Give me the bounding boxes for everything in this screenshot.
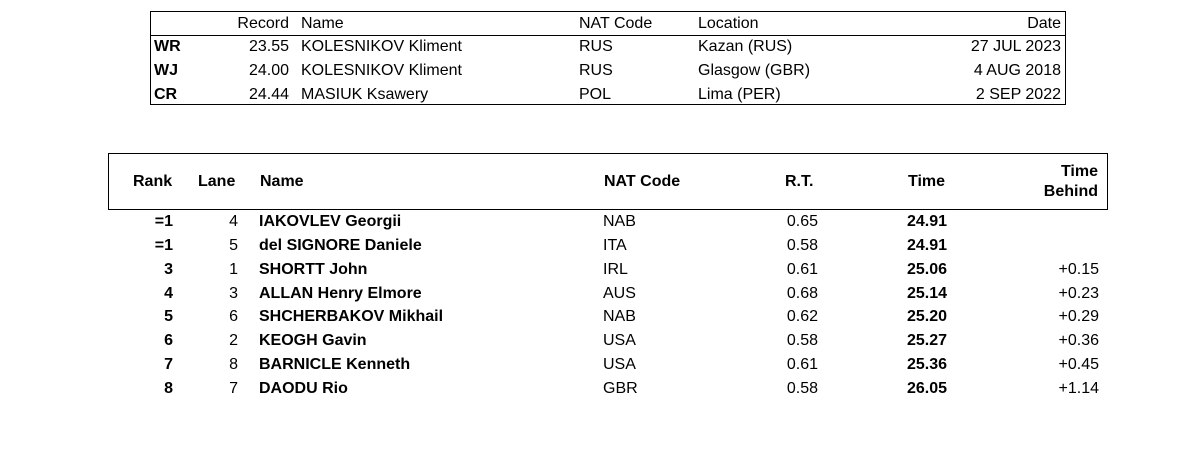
results-header-lane: Lane bbox=[198, 173, 236, 190]
result-athlete-name: SHORTT John bbox=[259, 261, 368, 278]
result-athlete-name: KEOGH Gavin bbox=[259, 332, 367, 349]
result-athlete-name: IAKOVLEV Georgii bbox=[259, 213, 402, 230]
result-time: 25.06 bbox=[906, 261, 947, 278]
record-nat-code: POL bbox=[579, 86, 612, 103]
result-time: 25.27 bbox=[906, 332, 947, 349]
result-time: 25.14 bbox=[906, 285, 947, 302]
records-header-row bbox=[151, 12, 1065, 36]
record-value: 24.44 bbox=[248, 86, 289, 103]
records-header-date: Date bbox=[1027, 15, 1061, 32]
results-table bbox=[108, 153, 1108, 397]
results-header-time-behind bbox=[1044, 162, 1098, 202]
result-rank: 7 bbox=[164, 356, 173, 373]
results-header-nat: NAT Code bbox=[604, 173, 681, 190]
result-reaction-time: 0.58 bbox=[786, 332, 818, 349]
result-nat-code: IRL bbox=[603, 261, 628, 278]
result-lane: 2 bbox=[229, 332, 238, 349]
result-reaction-time: 0.61 bbox=[786, 261, 818, 278]
record-holder-name: KOLESNIKOV Kliment bbox=[301, 62, 462, 79]
records-table bbox=[150, 11, 1066, 105]
record-location: Lima (PER) bbox=[698, 86, 781, 103]
result-nat-code: NAB bbox=[603, 308, 636, 325]
records-header-name: Name bbox=[301, 15, 344, 32]
result-nat-code: GBR bbox=[603, 380, 638, 397]
record-nat-code: RUS bbox=[579, 62, 613, 79]
result-reaction-time: 0.62 bbox=[786, 308, 818, 325]
result-nat-code: AUS bbox=[603, 285, 636, 302]
result-rank: 5 bbox=[164, 308, 173, 325]
result-lane: 7 bbox=[229, 380, 238, 397]
result-time: 25.36 bbox=[906, 356, 947, 373]
record-location: Kazan (RUS) bbox=[698, 38, 793, 55]
results-header-rank: Rank bbox=[133, 173, 173, 190]
result-rank: 4 bbox=[164, 285, 173, 302]
results-header-time-behind-line2: Behind bbox=[1043, 183, 1098, 200]
result-rank: =1 bbox=[154, 213, 173, 230]
result-reaction-time: 0.58 bbox=[786, 380, 818, 397]
records-header-nat: NAT Code bbox=[579, 15, 653, 32]
record-holder-name: MASIUK Ksawery bbox=[301, 86, 429, 103]
result-time: 25.20 bbox=[906, 308, 947, 325]
result-lane: 1 bbox=[229, 261, 238, 278]
result-lane: 3 bbox=[229, 285, 238, 302]
result-athlete-name: BARNICLE Kenneth bbox=[259, 356, 411, 373]
result-row bbox=[108, 282, 1108, 306]
result-time-behind: +0.45 bbox=[1058, 356, 1099, 373]
result-lane: 8 bbox=[229, 356, 238, 373]
result-athlete-name: SHCHERBAKOV Mikhail bbox=[259, 308, 444, 325]
result-nat-code: ITA bbox=[603, 237, 627, 254]
result-reaction-time: 0.65 bbox=[786, 213, 818, 230]
result-row bbox=[108, 377, 1108, 401]
result-row bbox=[108, 353, 1108, 377]
result-reaction-time: 0.58 bbox=[786, 237, 818, 254]
result-rank: 8 bbox=[164, 380, 173, 397]
result-row bbox=[108, 305, 1108, 329]
result-athlete-name: ALLAN Henry Elmore bbox=[259, 285, 422, 302]
result-athlete-name: DAODU Rio bbox=[259, 380, 348, 397]
records-header-location: Location bbox=[698, 15, 759, 32]
result-lane: 4 bbox=[229, 213, 238, 230]
record-date: 27 JUL 2023 bbox=[970, 38, 1061, 55]
result-row bbox=[108, 210, 1108, 234]
result-reaction-time: 0.68 bbox=[786, 285, 818, 302]
result-rank: 6 bbox=[164, 332, 173, 349]
record-row bbox=[151, 59, 1065, 83]
record-date: 4 AUG 2018 bbox=[973, 62, 1061, 79]
result-nat-code: USA bbox=[603, 332, 636, 349]
result-reaction-time: 0.61 bbox=[786, 356, 818, 373]
record-holder-name: KOLESNIKOV Kliment bbox=[301, 38, 462, 55]
results-header-row bbox=[108, 153, 1108, 210]
result-nat-code: NAB bbox=[603, 213, 636, 230]
result-rank: =1 bbox=[154, 237, 173, 254]
results-header-time: Time bbox=[908, 173, 946, 190]
record-type: CR bbox=[154, 86, 178, 103]
record-location: Glasgow (GBR) bbox=[698, 62, 811, 79]
record-row bbox=[151, 83, 1065, 107]
result-time-behind: +0.29 bbox=[1058, 308, 1099, 325]
result-row bbox=[108, 258, 1108, 282]
record-nat-code: RUS bbox=[579, 38, 613, 55]
result-row bbox=[108, 234, 1108, 258]
result-lane: 5 bbox=[229, 237, 238, 254]
result-time-behind: +0.15 bbox=[1058, 261, 1099, 278]
result-time: 24.91 bbox=[906, 213, 947, 230]
record-value: 23.55 bbox=[248, 38, 289, 55]
result-lane: 6 bbox=[229, 308, 238, 325]
results-header-time-behind-line1: Time bbox=[1060, 163, 1098, 180]
result-time: 24.91 bbox=[906, 237, 947, 254]
record-type: WR bbox=[154, 38, 181, 55]
records-header-record: Record bbox=[237, 15, 289, 32]
record-value: 24.00 bbox=[248, 62, 289, 79]
result-rank: 3 bbox=[164, 261, 173, 278]
result-time-behind: +1.14 bbox=[1058, 380, 1099, 397]
results-header-rt: R.T. bbox=[785, 173, 814, 190]
record-row bbox=[151, 35, 1065, 59]
results-header-name: Name bbox=[260, 173, 304, 190]
record-date: 2 SEP 2022 bbox=[975, 86, 1061, 103]
result-athlete-name: del SIGNORE Daniele bbox=[259, 237, 422, 254]
record-type: WJ bbox=[154, 62, 178, 79]
result-nat-code: USA bbox=[603, 356, 636, 373]
result-row bbox=[108, 329, 1108, 353]
result-time-behind: +0.36 bbox=[1058, 332, 1099, 349]
result-time: 26.05 bbox=[906, 380, 947, 397]
result-time-behind: +0.23 bbox=[1058, 285, 1099, 302]
